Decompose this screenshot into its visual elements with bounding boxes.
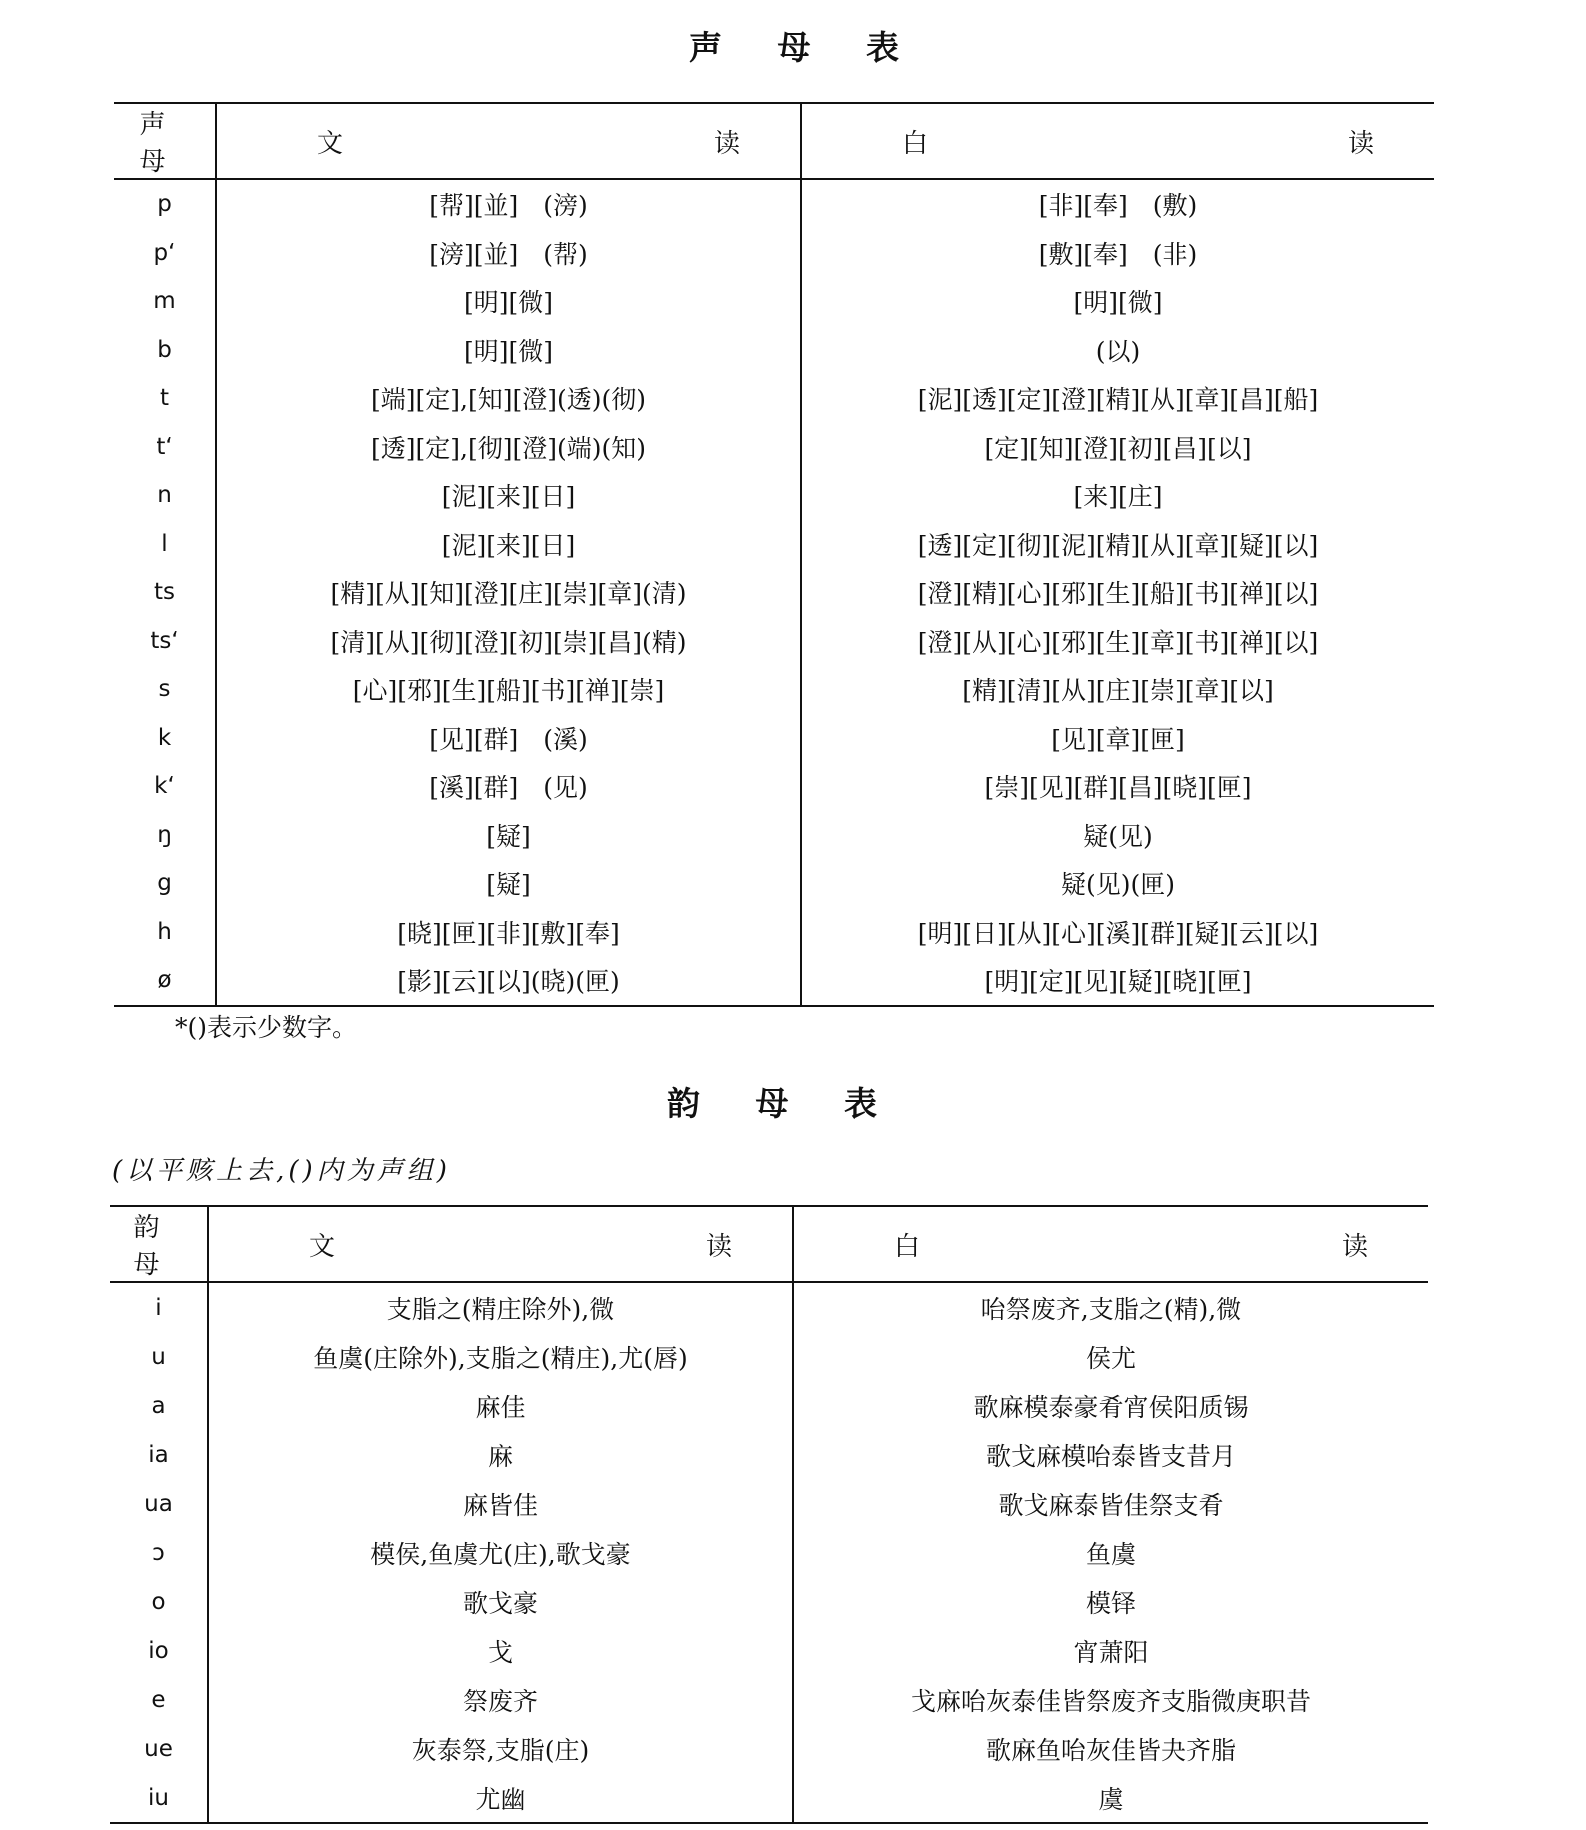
table-row (110, 1528, 1428, 1577)
literary-reading-cell: [明][微] (216, 326, 801, 375)
finals-table-body (110, 1282, 1428, 1823)
literary-reading-cell: 麻 (208, 1430, 793, 1479)
literary-reading-cell: 歌戈豪 (208, 1577, 793, 1626)
table-row (110, 1479, 1428, 1528)
colloquial-reading-cell: 疑(见) (1083, 821, 1153, 851)
symbol-cell: ua (110, 1479, 208, 1528)
colloquial-reading-cell: 歌麻模泰豪肴宵侯阳质锡 (973, 1392, 1249, 1422)
literary-reading-cell: 祭废齐 (208, 1675, 793, 1724)
literary-reading-cell: 尤幽 (208, 1773, 793, 1823)
symbol-cell: s (114, 665, 216, 714)
symbol-cell: e (110, 1675, 208, 1724)
literary-reading-cell: [泥][来][日] (216, 520, 801, 569)
table-row (114, 762, 1434, 811)
symbol-cell: m (114, 277, 216, 326)
header-final-label: 韵 母 (133, 1213, 234, 1280)
header-colloquial (801, 103, 1434, 179)
symbol-cell: t (114, 374, 216, 423)
colloquial-reading-cell: 歌戈麻泰皆佳祭支肴 (998, 1490, 1224, 1520)
header-literary (208, 1206, 793, 1282)
literary-reading-cell: [精][从][知][澄][庄][崇][章](清) (216, 568, 801, 617)
colloquial-reading-cell: 侯尤 (1085, 1343, 1136, 1373)
table-row (114, 277, 1434, 326)
literary-reading-cell: 灰泰祭,支脂(庄) (208, 1724, 793, 1773)
finals-table-subtitle: (以平赅上去,()内为声组) (112, 1156, 451, 1186)
header-final (110, 1206, 234, 1282)
header-initial (114, 103, 240, 179)
colloquial-reading-cell: [明][微] (1073, 288, 1163, 318)
footnote: *()表示少数字。 (175, 1013, 358, 1042)
colloquial-reading-cell: 宵萧阳 (1073, 1637, 1149, 1667)
symbol-cell: p‘ (114, 229, 216, 278)
header-literary (216, 103, 801, 179)
colloquial-reading-cell: [明][日][从][心][溪][群][疑][云][以] (917, 918, 1319, 948)
initials-table-title: 声 母 表 (689, 28, 921, 67)
table-row (110, 1332, 1428, 1381)
table-row (114, 423, 1434, 472)
colloquial-reading-cell: [澄][从][心][邪][生][章][书][禅][以] (917, 627, 1319, 657)
literary-reading-cell: 戈 (208, 1626, 793, 1675)
symbol-cell: t‘ (114, 423, 216, 472)
table-row (114, 520, 1434, 569)
table-row (110, 1724, 1428, 1773)
header-initial-label: 声 母 (139, 110, 240, 177)
literary-reading-cell: [清][从][彻][澄][初][崇][昌](精) (216, 617, 801, 666)
symbol-cell: ts (114, 568, 216, 617)
symbol-cell: u (110, 1332, 208, 1381)
table-row (110, 1675, 1428, 1724)
colloquial-reading-cell: 鱼虞 (1085, 1539, 1136, 1569)
colloquial-reading-cell: [非][奉] (敷) (1038, 191, 1198, 221)
symbol-cell: g (114, 859, 216, 908)
table-row (114, 665, 1434, 714)
literary-reading-cell: 模侯,鱼虞尤(庄),歌戈豪 (208, 1528, 793, 1577)
table-row (114, 374, 1434, 423)
literary-reading-cell: [疑] (216, 859, 801, 908)
colloquial-reading-cell: 戈麻咍灰泰佳皆祭废齐支脂微庚职昔 (910, 1686, 1311, 1716)
table-row (114, 179, 1434, 229)
literary-reading-cell: 麻皆佳 (208, 1479, 793, 1528)
literary-reading-cell: [明][微] (216, 277, 801, 326)
colloquial-reading-cell: [定][知][澄][初][昌][以] (984, 433, 1252, 463)
literary-reading-cell: [帮][並] (滂) (216, 179, 801, 229)
colloquial-reading-cell: 虞 (1098, 1784, 1124, 1814)
literary-reading-cell: 鱼虞(庄除外),支脂之(精庄),尤(唇) (208, 1332, 793, 1381)
colloquial-reading-cell: [崇][见][群][昌][晓][匣] (984, 773, 1252, 803)
literary-reading-cell: [溪][群] (见) (216, 762, 801, 811)
symbol-cell: l (114, 520, 216, 569)
table-row (114, 471, 1434, 520)
symbol-cell: ia (110, 1430, 208, 1479)
initials-table (114, 102, 1434, 1007)
table-row (110, 1773, 1428, 1823)
header-colloquial (793, 1206, 1428, 1282)
header-literary-right: 读 (705, 1231, 732, 1262)
symbol-cell: ts‘ (114, 617, 216, 666)
table-row (114, 714, 1434, 763)
table-row (114, 568, 1434, 617)
colloquial-reading-cell: [见][章][匣] (1051, 724, 1185, 754)
header-colloquial-right: 读 (1341, 1231, 1368, 1262)
literary-reading-cell: 支脂之(精庄除外),微 (208, 1282, 793, 1332)
colloquial-reading-cell: 歌麻鱼咍灰佳皆夬齐脂 (985, 1735, 1236, 1765)
table-row (114, 956, 1434, 1006)
symbol-cell: io (110, 1626, 208, 1675)
table-row (114, 811, 1434, 860)
table-row (110, 1381, 1428, 1430)
symbol-cell: a (110, 1381, 208, 1430)
header-literary-right: 读 (713, 128, 740, 159)
colloquial-reading-cell: [来][庄] (1073, 482, 1163, 512)
literary-reading-cell: [晓][匣][非][敷][奉] (216, 908, 801, 957)
colloquial-reading-cell: [澄][精][心][邪][生][船][书][禅][以] (917, 579, 1319, 609)
colloquial-reading-cell: [泥][透][定][澄][精][从][章][昌][船] (917, 385, 1319, 415)
finals-table (110, 1205, 1428, 1824)
symbol-cell: h (114, 908, 216, 957)
header-colloquial-left: 白 (894, 1231, 921, 1262)
symbol-cell: b (114, 326, 216, 375)
colloquial-reading-cell: [敷][奉] (非) (1038, 239, 1198, 269)
header-row (110, 1206, 1428, 1282)
finals-table-title: 韵 母 表 (667, 1084, 899, 1123)
symbol-cell: n (114, 471, 216, 520)
colloquial-reading-cell: 模铎 (1085, 1588, 1136, 1618)
symbol-cell: ŋ (114, 811, 216, 860)
header-colloquial-left: 白 (902, 128, 929, 159)
symbol-cell: ue (110, 1724, 208, 1773)
symbol-cell: k‘ (114, 762, 216, 811)
symbol-cell: k (114, 714, 216, 763)
table-row (110, 1577, 1428, 1626)
header-literary-left: 文 (317, 128, 344, 159)
literary-reading-cell: [疑] (216, 811, 801, 860)
colloquial-reading-cell: 疑(见)(匣) (1060, 870, 1175, 900)
table-row (114, 229, 1434, 278)
colloquial-reading-cell: 歌戈麻模咍泰皆支昔月 (985, 1441, 1236, 1471)
table-row (110, 1430, 1428, 1479)
table-row (114, 617, 1434, 666)
literary-reading-cell: [泥][来][日] (216, 471, 801, 520)
colloquial-reading-cell: [明][定][见][疑][晓][匣] (984, 967, 1252, 997)
header-row (114, 103, 1434, 179)
symbol-cell: o (110, 1577, 208, 1626)
literary-reading-cell: 麻佳 (208, 1381, 793, 1430)
literary-reading-cell: [影][云][以](晓)(匣) (216, 956, 801, 1006)
colloquial-reading-cell: [透][定][彻][泥][精][从][章][疑][以] (917, 530, 1319, 560)
colloquial-reading-cell: [精][清][从][庄][崇][章][以] (962, 676, 1274, 706)
symbol-cell: ɔ (110, 1528, 208, 1577)
initials-table-body (114, 179, 1434, 1006)
header-literary-left: 文 (309, 1231, 336, 1262)
literary-reading-cell: [端][定],[知][澄](透)(彻) (216, 374, 801, 423)
literary-reading-cell: [心][邪][生][船][书][禅][崇] (216, 665, 801, 714)
header-colloquial-right: 读 (1347, 128, 1374, 159)
table-row (110, 1282, 1428, 1332)
literary-reading-cell: [滂][並] (帮) (216, 229, 801, 278)
literary-reading-cell: [见][群] (溪) (216, 714, 801, 763)
colloquial-reading-cell: 咍祭废齐,支脂之(精),微 (980, 1294, 1242, 1324)
colloquial-reading-cell: (以) (1095, 336, 1141, 366)
table-row (110, 1626, 1428, 1675)
symbol-cell: p (114, 179, 216, 229)
table-row (114, 326, 1434, 375)
table-row (114, 859, 1434, 908)
symbol-cell: i (110, 1282, 208, 1332)
table-row (114, 908, 1434, 957)
literary-reading-cell: [透][定],[彻][澄](端)(知) (216, 423, 801, 472)
symbol-cell: ø (114, 956, 216, 1006)
symbol-cell: iu (110, 1773, 208, 1823)
